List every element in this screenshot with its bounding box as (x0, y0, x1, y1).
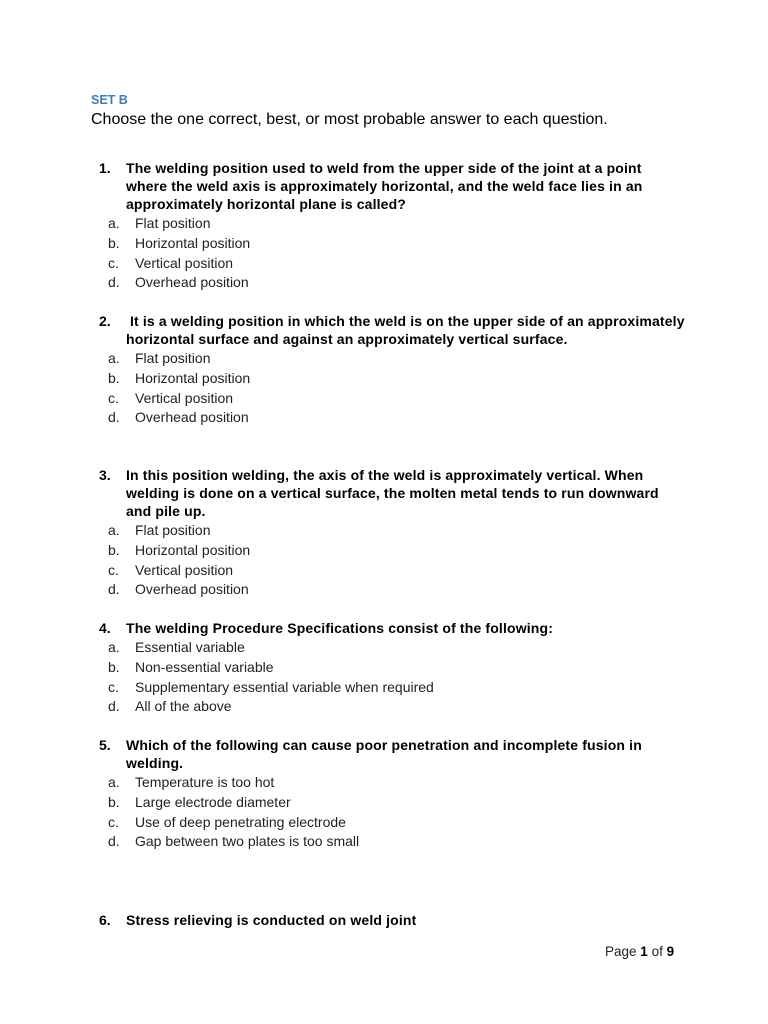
option-d (0, 697, 768, 717)
option-text: Non-essential variable (135, 658, 274, 675)
page-footer (605, 944, 674, 959)
question-text: In this position welding, the axis of the weld is approximately vertical. When welding is done on a vertical surface, the molten metal tends to run downward and pile up. (126, 467, 659, 519)
option-letter: d. (108, 274, 120, 291)
option-text: Vertical position (135, 254, 234, 271)
question-number: 1. (99, 160, 111, 176)
instructions: Choose the one correct, best, or most probable answer to each question. (91, 111, 608, 128)
option-a (0, 773, 768, 793)
option-text: Horizontal position (135, 541, 251, 558)
option-text: Overhead position (135, 581, 249, 598)
option-letter: a. (108, 350, 120, 366)
option-c (0, 813, 768, 833)
question-number: 4. (99, 620, 111, 636)
total-pages-number: 9 (666, 944, 675, 959)
option-text: Overhead position (135, 274, 249, 291)
current-page-number: 1 (640, 944, 648, 959)
option-b (0, 234, 768, 254)
option-letter: c. (108, 813, 119, 830)
option-letter: b. (108, 369, 120, 386)
option-c (0, 561, 768, 581)
option-d (0, 273, 768, 293)
option-letter: c. (108, 561, 119, 578)
option-c (0, 678, 768, 698)
option-text: Flat position (135, 522, 211, 538)
option-text: Temperature is too hot (135, 774, 275, 790)
option-text: Overhead position (135, 409, 249, 426)
options-list (0, 638, 768, 717)
question-text: Which of the following can cause poor penetration and incomplete fusion in welding. (126, 737, 642, 771)
option-d (0, 408, 768, 428)
options-list (0, 521, 768, 600)
option-text: All of the above (135, 698, 232, 715)
question-number: 6. (99, 912, 111, 928)
option-letter: d. (108, 698, 120, 715)
option-letter: d. (108, 581, 120, 598)
option-letter: a. (108, 215, 120, 231)
option-d (0, 580, 768, 600)
question-1 (0, 159, 768, 293)
question-number: 5. (99, 737, 111, 753)
option-a (0, 349, 768, 369)
option-letter: a. (108, 774, 120, 790)
question-text: The welding Procedure Specifications consist of the following: (126, 620, 554, 636)
option-text: Supplementary essential variable when required (135, 678, 434, 695)
option-letter: d. (108, 833, 120, 850)
option-b (0, 793, 768, 813)
option-a (0, 521, 768, 541)
set-label: SET B (91, 93, 128, 107)
option-a (0, 214, 768, 234)
option-letter: b. (108, 234, 120, 251)
option-letter: c. (108, 678, 119, 695)
option-text: Large electrode diameter (135, 793, 291, 810)
question-5 (0, 736, 768, 852)
options-list (0, 349, 768, 428)
option-b (0, 658, 768, 678)
option-letter: a. (108, 522, 120, 538)
option-text: Gap between two plates is too small (135, 833, 360, 850)
option-text: Vertical position (135, 561, 234, 578)
option-d (0, 832, 768, 852)
option-b (0, 369, 768, 389)
option-text: Essential variable (135, 639, 245, 655)
option-text: Horizontal position (135, 369, 251, 386)
option-letter: a. (108, 639, 120, 655)
option-c (0, 389, 768, 409)
option-letter: b. (108, 793, 120, 810)
question-3 (0, 466, 768, 600)
options-list (0, 773, 768, 852)
question-2 (0, 312, 768, 428)
option-text: Flat position (135, 350, 211, 366)
options-list (0, 214, 768, 293)
page-word: Page (605, 944, 637, 959)
option-letter: d. (108, 409, 120, 426)
question-6 (0, 911, 768, 929)
option-a (0, 638, 768, 658)
question-number: 2. (99, 313, 111, 329)
option-c (0, 254, 768, 274)
question-4 (0, 619, 768, 717)
option-text: Use of deep penetrating electrode (135, 813, 346, 830)
option-letter: c. (108, 389, 119, 406)
question-text: Stress relieving is conducted on weld joint (126, 912, 417, 928)
of-word: of (651, 944, 663, 959)
option-letter: b. (108, 658, 120, 675)
option-letter: b. (108, 541, 120, 558)
option-b (0, 541, 768, 561)
question-text: The welding position used to weld from the upper side of the joint at a point where the weld axis is approximately horizontal, and the weld face lies in an approximately horizontal plane is called? (126, 160, 643, 212)
option-text: Vertical position (135, 389, 234, 406)
option-text: Horizontal position (135, 234, 251, 251)
option-letter: c. (108, 254, 119, 271)
question-text: It is a welding position in which the weld is on the upper side of an approximately horizontal surface and against an approximately vertical surface. (126, 313, 685, 347)
question-number: 3. (99, 467, 111, 483)
option-text: Flat position (135, 215, 211, 231)
